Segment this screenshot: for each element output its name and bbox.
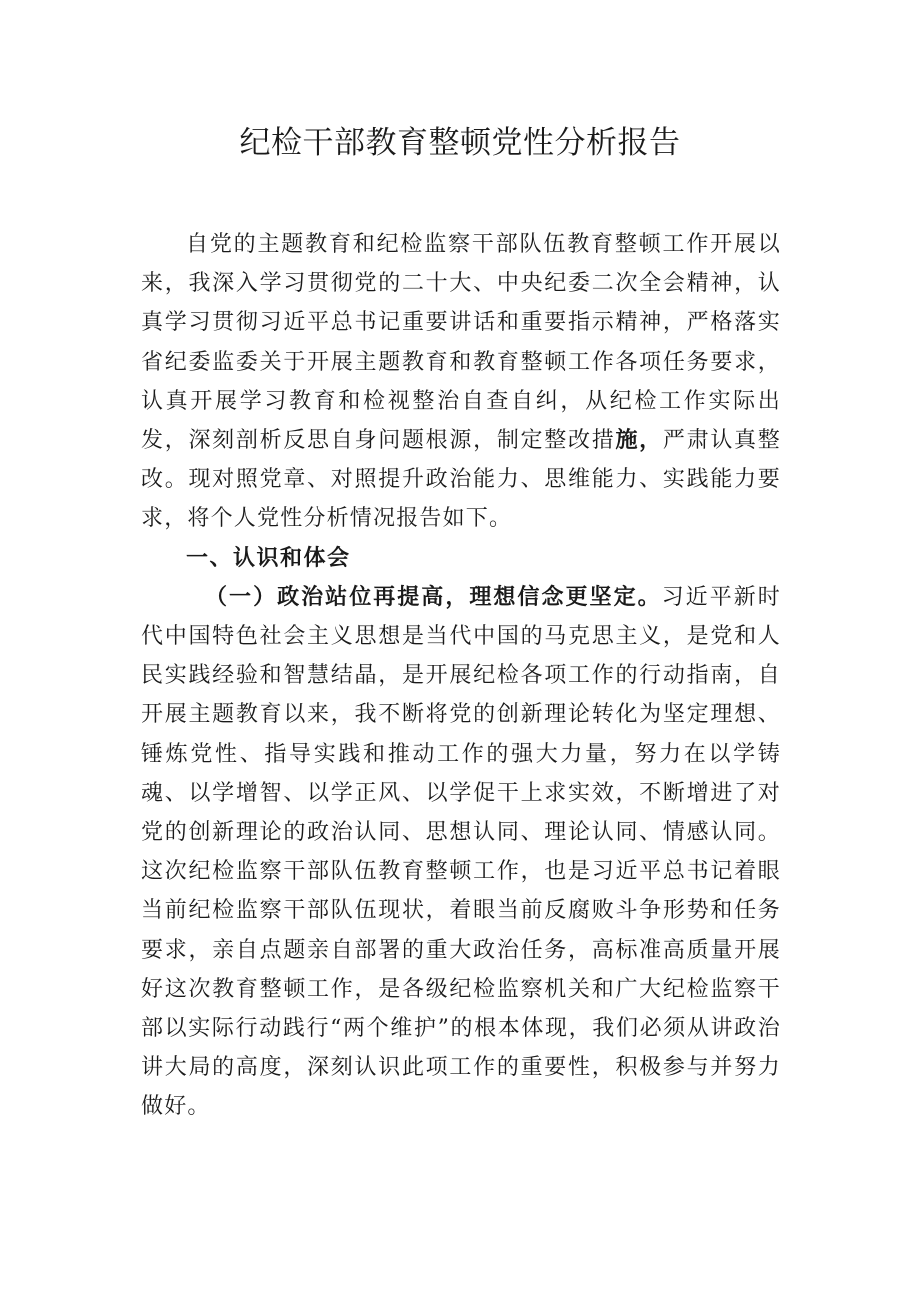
intro-paragraph xyxy=(141,225,781,539)
intro-text-after: 严肃认真整改。现对照党章、对照提升政治能力、思维能力、实践能力要求，将个人党性分析情况报告如下。 xyxy=(141,428,781,532)
intro-text-before: 自党的主题教育和纪检监察干部队伍教育整顿工作开展以来，我深入学习贯彻党的二十大、中央纪委二次全会精神，认真学习贯彻习近平总书记重要讲话和重要指示精神，严格落实省纪委监委关于开展主题教育和教育整顿工作各项任务要求，认真开展学习教育和检视整治自查自纠，从纪检工作实际出发，深刻剖析反思自身问题根源，制定整改措 xyxy=(141,232,781,454)
subsection-paragraph-1 xyxy=(141,578,781,1127)
subsection-lead: （一）政治站位再提高，理想信念更坚定。 xyxy=(205,584,662,610)
intro-bold-char: 施， xyxy=(615,428,663,454)
document-body xyxy=(141,225,781,1127)
subsection-text: 习近平新时代中国特色社会主义思想是当代中国的马克思主义，是党和人民实践经验和智慧结晶，是开展纪检各项工作的行动指南，自开展主题教育以来，我不断将党的创新理论转化为坚定理想、锤炼党性、指导实践和推动工作的强大力量，努力在以学铸魂、以学增智、以学正风、以学促干上求实效，不断增进了对党的创新理论的政治认同、思想认同、理论认同、情感认同。这次纪检监察干部队伍教育整顿工作，也是习近平总书记着眼当前纪检监察干部队伍现状，着眼当前反腐败斗争形势和任务要求，亲自点题亲自部署的重大政治任务，高标准高质量开展好这次教育整顿工作，是各级纪检监察机关和广大纪检监察干部以实际行动践行“两个维护”的根本体现，我们必须从讲政治讲大局的高度，深刻认识此项工作的重要性，积极参与并努力做好。 xyxy=(141,584,781,1120)
document-title: 纪检干部教育整顿党性分析报告 xyxy=(239,125,681,161)
section-heading-1: 一、认识和体会 xyxy=(186,545,351,571)
